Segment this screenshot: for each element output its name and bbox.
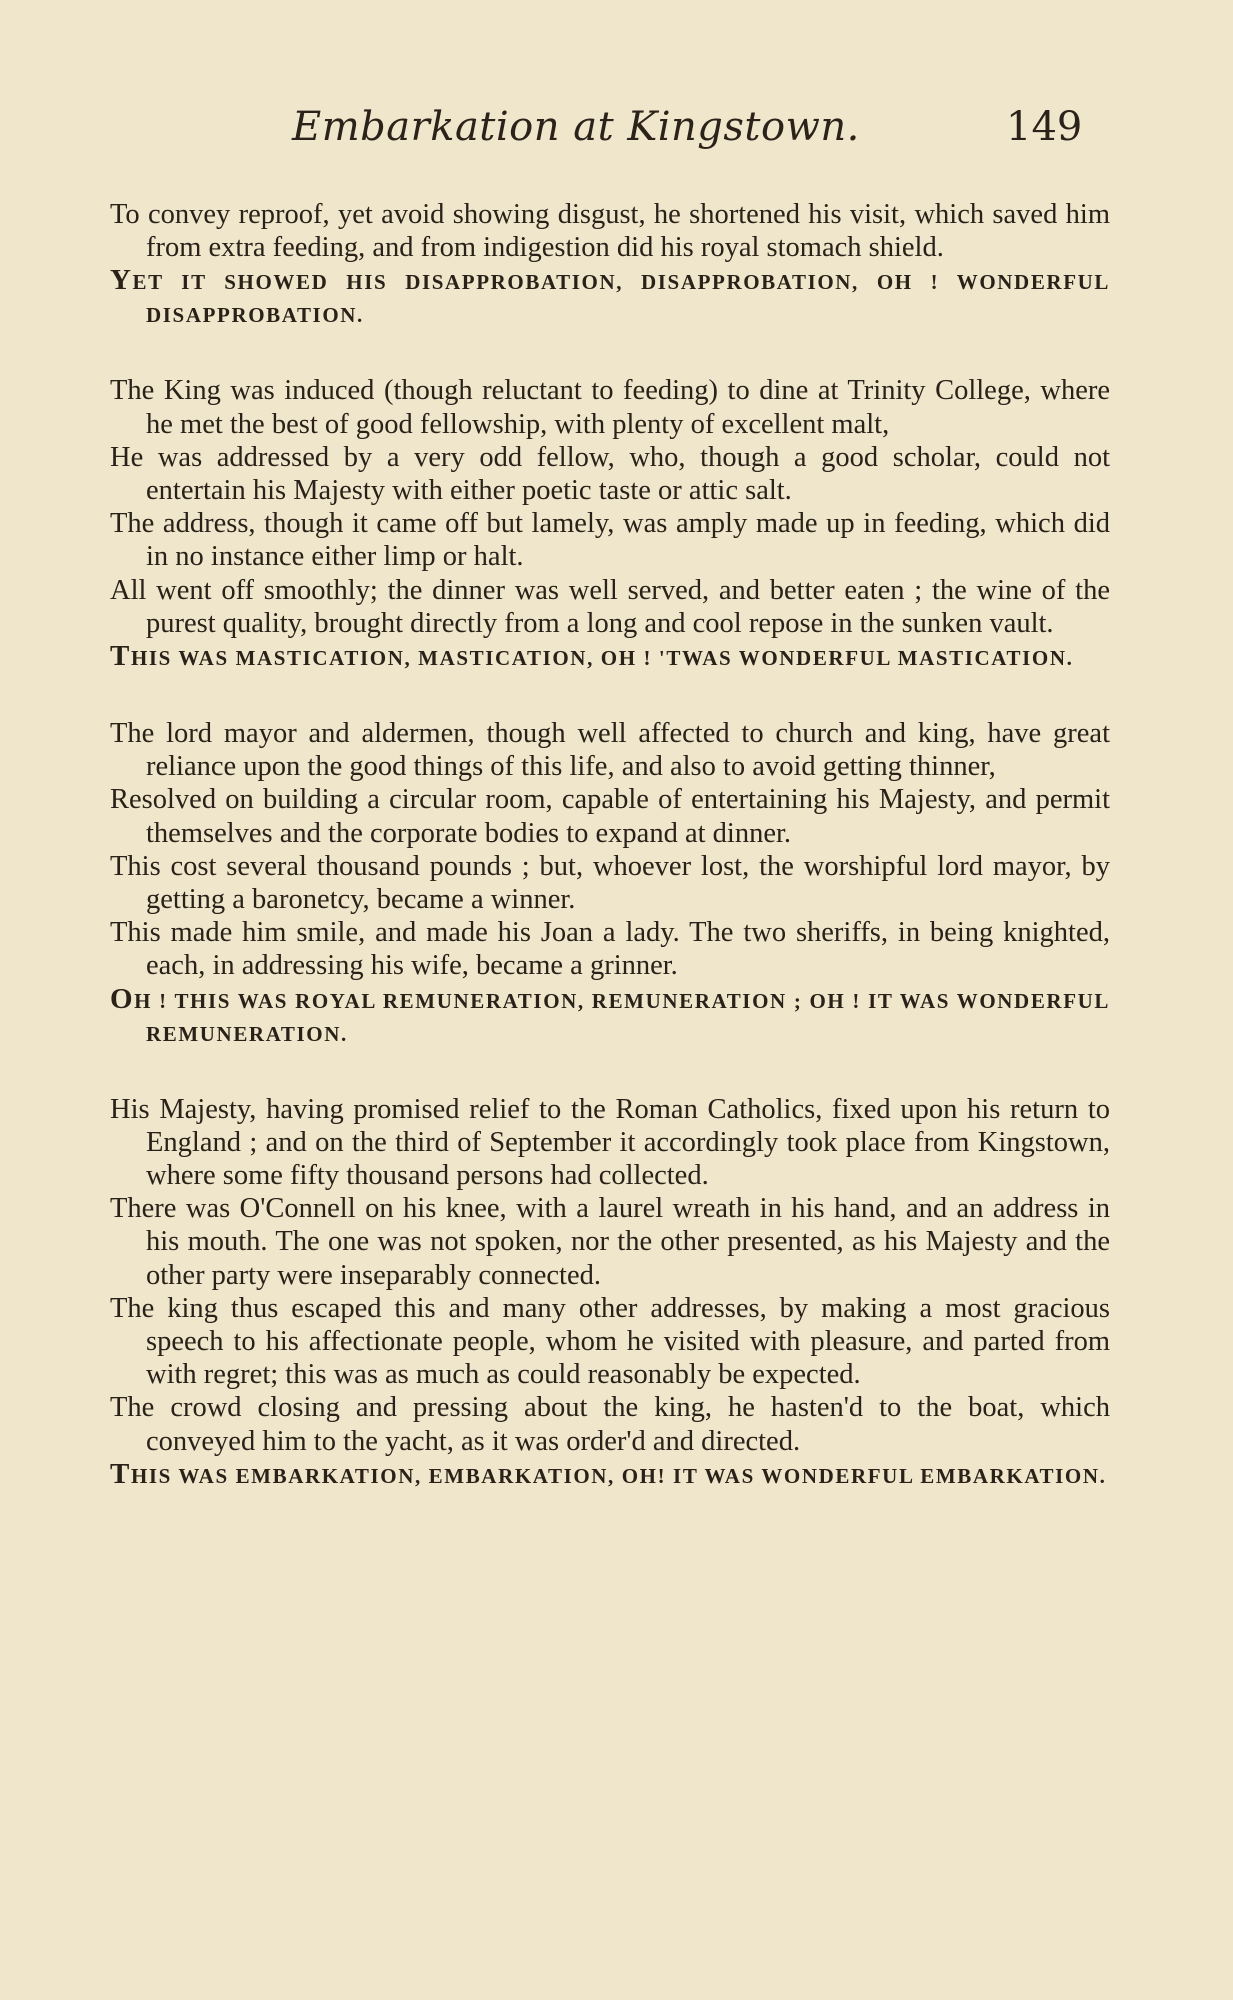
poem-body: [110, 198, 1110, 1493]
refrain: OH ! THIS WAS ROYAL REMUNERATION, REMUNERATION ; OH ! IT WAS WONDERFUL REMUNERATION.: [110, 982, 1110, 1046]
verse-line: He was addressed by a very odd fellow, who, though a good scholar, could not entertain his Majesty with either poetic taste or attic salt.: [110, 441, 1110, 507]
verse-line: The address, though it came off but lamely, was amply made up in feeding, which did in no instance either limp or halt.: [110, 508, 1110, 573]
verse-line: This cost several thousand pounds ; but, whoever lost, the worshipful lord mayor, by getting a baronetcy, became a winner.: [110, 850, 1110, 916]
verse-line: This made him smile, and made his Joan a lady. The two sheriffs, in being knighted, each, in addressing his wife, became a grinner.: [110, 917, 1110, 982]
running-title: Embarkation at Kingstown.: [292, 104, 860, 150]
page-header: [0, 104, 1233, 164]
refrain: THIS WAS EMBARKATION, EMBARKATION, OH! IT WAS WONDERFUL EMBARKATION.: [110, 1457, 1107, 1490]
verse-line: The lord mayor and aldermen, though well affected to church and king, have great reliance upon the good things of this life, and also to avoid getting thinner,: [110, 718, 1110, 783]
verse-line: There was O'Connell on his knee, with a laurel wreath in his hand, and an address in his mouth. The one was not spoken, nor the other presented, as his Majesty and the other party were inseparably connected.: [110, 1193, 1110, 1291]
verse-line: His Majesty, having promised relief to the Roman Catholics, fixed upon his return to England ; and on the third of September it accordingly took place from Kingstown, where some fifty thousand persons had collected.: [110, 1093, 1110, 1192]
verse-line: The king thus escaped this and many other addresses, by making a most gracious speech to his affectionate people, whom he visited with pleasure, and parted from with regret; this was as much as could reasonably be expected.: [110, 1292, 1110, 1391]
verse-line: Resolved on building a circular room, capable of entertaining his Majesty, and permit themselves and the corporate bodies to expand at dinner.: [110, 784, 1110, 849]
page-number: 149: [1006, 104, 1083, 150]
stanza-4: [110, 1093, 1110, 1493]
verse-line: All went off smoothly; the dinner was well served, and better eaten ; the wine of the purest quality, brought directly from a long and cool repose in the sunken vault.: [110, 574, 1110, 639]
stanza-2: [110, 374, 1110, 675]
refrain: YET IT SHOWED HIS DISAPPROBATION, DISAPPROBATION, OH ! WONDERFUL DISAPPROBATION.: [110, 264, 1110, 328]
verse-line: To convey reproof, yet avoid showing disgust, he shortened his visit, which saved him from extra feeding, and from indigestion did his royal stomach shield.: [110, 199, 1110, 264]
verse-line: The King was induced (though reluctant to feeding) to dine at Trinity College, where he met the best of good fellowship, with plenty of excellent malt,: [110, 375, 1110, 440]
refrain: THIS WAS MASTICATION, MASTICATION, OH ! 'TWAS WONDERFUL MASTICATION.: [110, 640, 1074, 673]
verse-line: The crowd closing and pressing about the king, he hasten'd to the boat, which conveyed him to the yacht, as it was order'd and directed.: [110, 1392, 1110, 1457]
stanza-3: [110, 717, 1110, 1051]
stanza-1: [110, 198, 1110, 332]
